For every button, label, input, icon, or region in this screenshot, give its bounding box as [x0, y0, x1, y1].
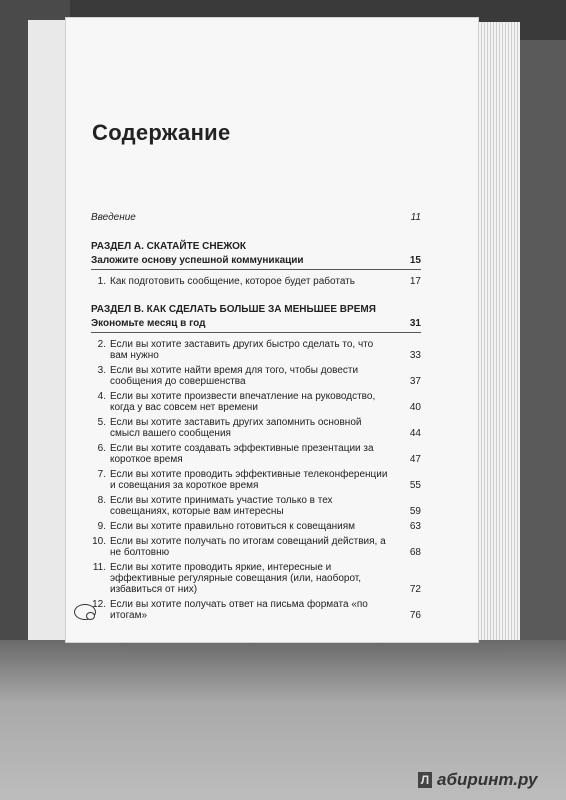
toc-item-text: Если вы хотите заставить других быстро сделать то, что вам нужно [110, 339, 374, 361]
toc-item-number: 5. [97, 417, 106, 428]
toc-item-page: 17 [409, 276, 421, 287]
toc-item-page: 44 [409, 428, 421, 439]
toc-item-page: 68 [409, 547, 421, 558]
table-of-contents [91, 212, 421, 625]
toc-item-text: Если вы хотите найти время для того, чтобы довести сообщения до совершенства [110, 365, 359, 387]
toc-item [91, 276, 421, 287]
toc-item-number: 10. [92, 536, 106, 547]
toc-item [91, 536, 421, 558]
toc-item-number: 6. [97, 443, 106, 454]
toc-intro-page: 11 [410, 212, 421, 223]
section-a-page: 15 [409, 255, 421, 266]
toc-item [91, 495, 421, 517]
toc-item-page: 40 [409, 402, 421, 413]
toc-item-text: Если вы хотите создавать эффективные презентации за короткое время [110, 443, 374, 465]
toc-item-page: 47 [409, 454, 421, 465]
toc-item-number: 2. [97, 339, 106, 350]
section-b-subtitle-row [91, 318, 421, 333]
section-a-title: РАЗДЕЛ А. СКАТАЙТЕ СНЕЖОК [91, 241, 247, 252]
toc-item [91, 599, 421, 621]
toc-item-page: 72 [409, 584, 421, 595]
toc-item-text: Как подготовить сообщение, которое будет работать [110, 276, 355, 287]
watermark [418, 770, 537, 790]
section-a-subtitle-row [91, 255, 421, 270]
toc-item-text: Если вы хотите произвести впечатление на руководство, когда у вас совсем нет времени [110, 391, 376, 413]
toc-item-number: 3. [97, 365, 106, 376]
section-b-page: 31 [409, 318, 421, 329]
toc-item-text: Если вы хотите получать ответ на письма формата «по итогам» [110, 599, 368, 621]
toc-item-number: 11. [92, 562, 106, 573]
toc-intro-title: Введение [91, 212, 136, 223]
toc-item [91, 417, 421, 439]
toc-item [91, 562, 421, 595]
toc-item-page: 59 [409, 506, 421, 517]
toc-item-number: 4. [97, 391, 106, 402]
toc-item-page: 76 [409, 610, 421, 621]
toc-item [91, 365, 421, 387]
toc-item [91, 469, 421, 491]
toc-item-text: Если вы хотите проводить яркие, интересные и эффективные регулярные совещания (или, наоборот, избавиться от них) [110, 562, 362, 595]
watermark-logo-icon: Л [418, 772, 432, 788]
toc-item-text: Если вы хотите заставить других запомнить основной смысл вашего сообщения [110, 417, 362, 439]
toc-item [91, 443, 421, 465]
publisher-logo-icon [74, 604, 96, 620]
toc-item-number: 9. [97, 521, 106, 532]
toc-item-text: Если вы хотите получать по итогам совещаний действия, а не болтовню [110, 536, 386, 558]
toc-item-text: Если вы хотите правильно готовиться к совещаниям [110, 521, 356, 532]
toc-item-text: Если вы хотите принимать участие только в тех совещаниях, которые вам интересны [110, 495, 333, 517]
toc-item-page: 55 [409, 480, 421, 491]
toc-intro-row [91, 212, 421, 223]
left-facing-page-edge [28, 20, 68, 645]
toc-item [91, 339, 421, 361]
toc-item-number: 8. [97, 495, 106, 506]
watermark-text: абиринт.ру [437, 770, 538, 789]
toc-item-page: 37 [409, 376, 421, 387]
toc-item-number: 12. [92, 599, 106, 610]
toc-item-page: 63 [409, 521, 421, 532]
section-b-subtitle: Экономьте месяц в год [91, 318, 206, 329]
section-b-title-row [91, 304, 421, 315]
scan-background-right [520, 40, 566, 640]
toc-item-number: 7. [97, 469, 106, 480]
toc-item [91, 521, 421, 532]
section-a-subtitle: Заложите основу успешной коммуникации [91, 255, 304, 266]
page-title: Содержание [92, 120, 231, 145]
toc-item-number: 1. [97, 276, 106, 287]
toc-item [91, 391, 421, 413]
toc-item-text: Если вы хотите проводить эффективные телеконференции и совещания за короткое время [110, 469, 388, 491]
toc-item-page: 33 [409, 350, 421, 361]
section-b-title: РАЗДЕЛ В. КАК СДЕЛАТЬ БОЛЬШЕ ЗА МЕНЬШЕЕ ВРЕМЯ [91, 304, 376, 315]
section-a-title-row [91, 241, 421, 252]
